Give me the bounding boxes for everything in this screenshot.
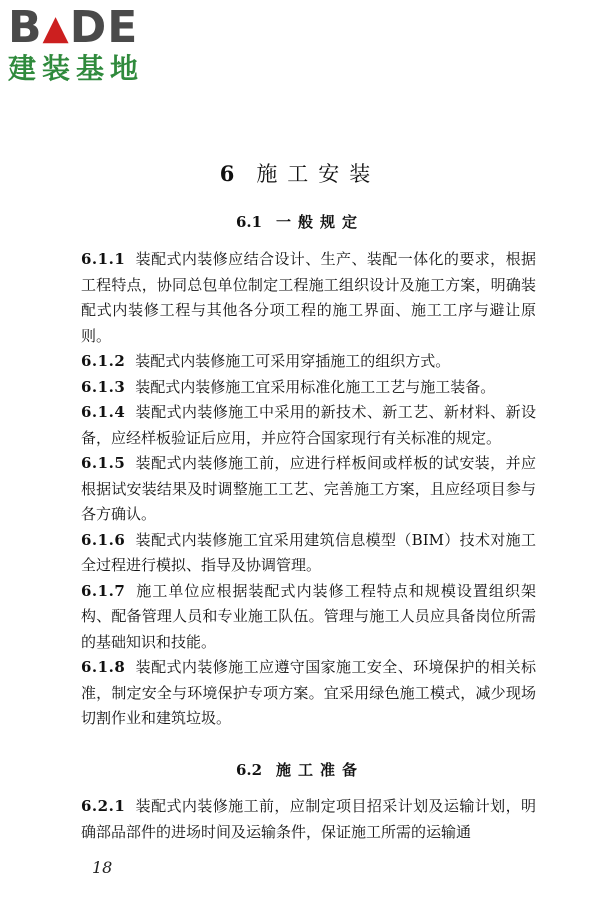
- clause-text: 装配式内装修施工应遵守国家施工安全、环境保护的相关标准，制定安全与环境保护专项方案。宜采用绿色施工模式，减少现场切割作业和建筑垃圾。: [81, 658, 536, 727]
- clause-number: 6.1.1: [81, 250, 126, 268]
- clause-6-1-6: [81, 528, 536, 579]
- clause-6-2-1: [81, 794, 536, 845]
- logo-subtitle: 建装基地: [8, 52, 145, 85]
- clause-number: 6.1.5: [81, 454, 126, 472]
- clause-number: 6.1.2: [81, 352, 126, 370]
- clause-text: 装配式内装修施工宜采用建筑信息模型（BIM）技术对施工全过程进行模拟、指导及协调管理。: [81, 530, 536, 574]
- clause-text: 装配式内装修应结合设计、生产、装配一体化的要求，根据工程特点，协同总包单位制定工程施工组织设计及施工方案，明确装配式内装修工程与其他各分项工程的施工界面、施工工序与避让原则。: [81, 250, 536, 345]
- clause-6-1-2: [81, 349, 536, 375]
- clause-number: 6.1.6: [81, 530, 126, 549]
- clause-text: 装配式内装修施工可采用穿插施工的组织方式。: [135, 352, 451, 370]
- clause-number: 6.1.7: [81, 581, 126, 600]
- clause-6-1-5: [81, 451, 536, 528]
- section-number: 6.1: [235, 213, 263, 231]
- section-body-6-1: [81, 247, 536, 732]
- clause-number: 6.1.8: [81, 658, 126, 676]
- section-name: 施工准备: [276, 761, 365, 779]
- page-number: 18: [92, 858, 113, 877]
- clause-6-1-8: [81, 655, 536, 732]
- clause-number: 6.2.1: [81, 797, 126, 815]
- logo-triangle-icon: ▲: [42, 8, 70, 48]
- clause-text: 施工单位应根据装配式内装修工程特点和规模设置组织架构、配备管理人员和专业施工队伍。管理与施工人员应具备岗位所需的基础知识和技能。: [81, 581, 536, 651]
- clause-number: 6.1.3: [81, 377, 126, 396]
- logo-wordmark: B▲DE: [8, 2, 139, 53]
- publisher-logo: [8, 2, 178, 90]
- clause-6-1-1: [81, 247, 536, 349]
- section-heading-6-2: [0, 758, 600, 782]
- clause-6-1-4: [81, 400, 536, 451]
- clause-text: 装配式内装修施工前，应进行样板间或样板的试安装，并应根据试安装结果及时调整施工工艺、完善施工方案，且应经项目参与各方确认。: [81, 454, 536, 523]
- chapter-number: 6: [219, 161, 239, 186]
- clause-text: 装配式内装修施工前，应制定项目招采计划及运输计划，明确部品部件的进场时间及运输条件，保证施工所需的运输通: [81, 797, 536, 841]
- chapter-name: 施工安装: [256, 162, 381, 186]
- section-name: 一般规定: [276, 213, 365, 231]
- clause-6-1-7: [81, 579, 536, 656]
- section-body-6-2: [81, 794, 536, 845]
- chapter-title: [0, 158, 600, 190]
- section-heading-6-1: [0, 210, 600, 234]
- clause-text: 装配式内装修施工宜采用标准化施工工艺与施工装备。: [135, 377, 496, 396]
- clause-number: 6.1.4: [81, 403, 126, 421]
- clause-text: 装配式内装修施工中采用的新技术、新工艺、新材料、新设备，应经样板验证后应用，并应符合国家现行有关标准的规定。: [81, 403, 536, 447]
- clause-6-1-3: [81, 375, 536, 401]
- section-number: 6.2: [235, 761, 263, 779]
